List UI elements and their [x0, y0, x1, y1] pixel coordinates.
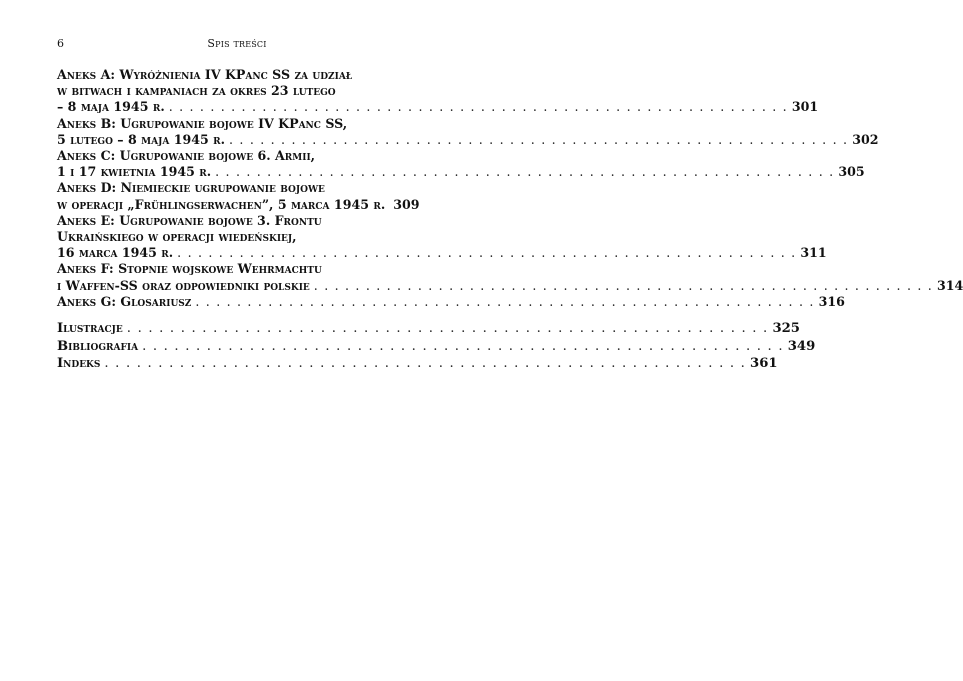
dot-leader: . . . . . . . . . . . . . . . . . . . . . . . . . . . . . . . . . . . . . . . . . . . . . . . . . . . . . . . . . . . .	[104, 356, 747, 372]
toc-page-number: 316	[818, 293, 845, 309]
toc-page-number: 349	[787, 338, 816, 354]
toc-entry-aneks-d[interactable]	[57, 180, 420, 212]
toc-entry-line: w operacji „Frühlingserwachen”, 5 marca 1945 r.	[57, 196, 386, 212]
toc-page-number: 314	[936, 277, 963, 293]
toc-section-title: Ilustracje	[57, 321, 123, 337]
toc-entry-line: Aneks B: Ugrupowanie bojowe IV KPanc SS,	[57, 115, 348, 131]
toc-entry-ilustracje[interactable]	[57, 320, 800, 338]
dot-leader: . . . . . . . . . . . . . . . . . . . . . . . . . . . . . . . . . . . . . . . . . . . . . . . . . . . . . . . . . . . .	[313, 277, 933, 293]
dot-leader: . . . . . . . . . . . . . . . . . . . . . . . . . . . . . . . . . . . . . . . . . . . . . . . . . . . . . . . . . . . .	[229, 131, 849, 147]
toc-entry-line: Aneks C: Ugrupowanie bojowe 6. Armii,	[57, 148, 316, 164]
toc-entry-line: i Waffen-SS oraz odpowiedniki polskie	[57, 277, 310, 293]
toc-entry-line: Aneks A: Wyróżnienia IV KPanc SS za udział	[57, 67, 353, 82]
toc-entry-line: Aneks D: Niemieckie ugrupowanie bojowe	[57, 180, 325, 196]
toc-page-number: 302	[852, 131, 879, 147]
dot-leader: . . . . . . . . . . . . . . . . . . . . . . . . . . . . . . . . . . . . . . . . . . . . . . . . . . . . . . . . . . . .	[142, 338, 784, 354]
toc-entry-bibliografia[interactable]	[57, 338, 816, 356]
toc-section-title: Bibliografia	[57, 338, 139, 354]
toc-entry-line: Aneks E: Ugrupowanie bojowe 3. Frontu	[57, 212, 322, 228]
toc-page-number: 301	[791, 99, 819, 115]
toc-page-number: 311	[800, 245, 827, 261]
toc-entry-aneks-a[interactable]	[57, 67, 819, 116]
table-of-contents	[57, 67, 963, 373]
toc-entry-aneks-b[interactable]	[57, 115, 879, 148]
toc-entry-line: 16 marca 1945 r.	[57, 245, 174, 261]
toc-entry-aneks-e[interactable]	[57, 212, 827, 262]
dot-leader: . . . . . . . . . . . . . . . . . . . . . . . . . . . . . . . . . . . . . . . . . . . . . . . . . . . . . . . . . . . .	[126, 321, 769, 337]
toc-entry-line: 5 lutego – 8 maja 1945 r.	[57, 131, 225, 147]
toc-page-number: 305	[838, 164, 865, 180]
dot-leader: . . . . . . . . . . . . . . . . . . . . . . . . . . . . . . . . . . . . . . . . . . . . . . . . . . . . . . . . . . . .	[195, 293, 815, 309]
dot-leader: . . . . . . . . . . . . . . . . . . . . . . . . . . . . . . . . . . . . . . . . . . . . . . . . . . . . . . . . . . . .	[177, 245, 797, 261]
toc-page-number: 309	[393, 196, 420, 212]
running-title: Spis treści	[207, 37, 267, 50]
toc-entry-line: – 8 maja 1945 r.	[57, 99, 165, 115]
page-number: 6	[57, 37, 64, 50]
toc-section-title: Indeks	[57, 356, 101, 372]
toc-entry-line: Aneks G: Glosariusz	[57, 293, 192, 309]
toc-entry-indeks[interactable]	[57, 355, 778, 373]
toc-page-number: 361	[750, 356, 778, 372]
toc-entry-aneks-c[interactable]	[57, 148, 865, 180]
dot-leader: . . . . . . . . . . . . . . . . . . . . . . . . . . . . . . . . . . . . . . . . . . . . . . . . . . . . . . . . . . . .	[168, 99, 788, 115]
toc-entry-line: Aneks F: Stopnie wojskowe Wehrmachtu	[57, 261, 322, 277]
toc-entry-aneks-f[interactable]	[57, 261, 963, 293]
toc-entry-line: 1 i 17 kwietnia 1945 r.	[57, 164, 212, 180]
dot-leader: . . . . . . . . . . . . . . . . . . . . . . . . . . . . . . . . . . . . . . . . . . . . . . . . . . . . . . . . . . . .	[215, 164, 835, 180]
toc-entry-line: Ukraińskiego w operacji wiedeńskiej,	[57, 229, 297, 245]
toc-entry-line: w bitwach i kampaniach za okres 23 lutego	[57, 83, 336, 99]
toc-entry-aneks-g[interactable]	[57, 293, 845, 310]
toc-page-number: 325	[772, 321, 800, 337]
